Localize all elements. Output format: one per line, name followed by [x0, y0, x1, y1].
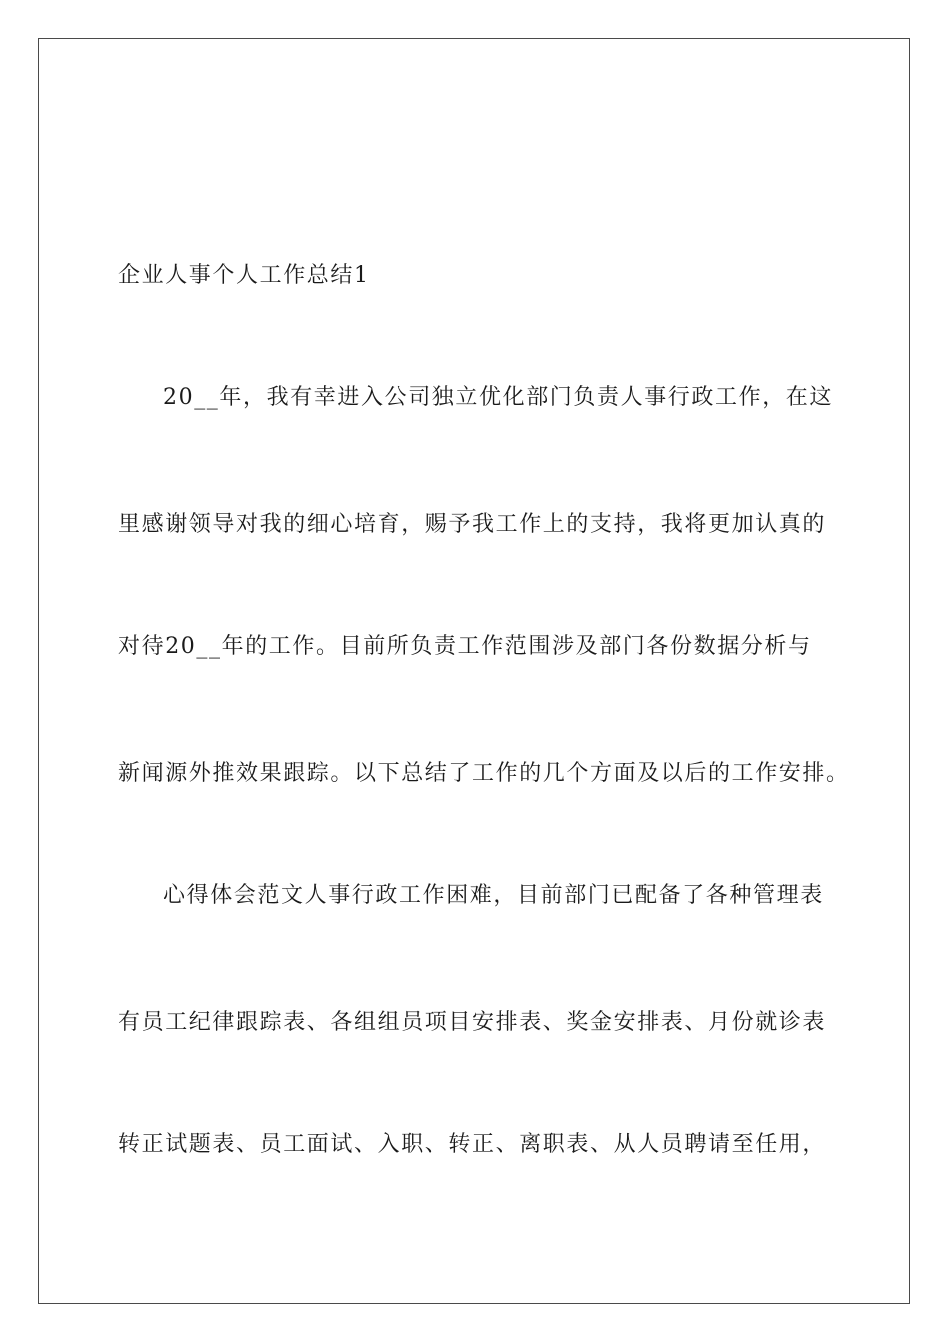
paragraph-line: 里感谢领导对我的细心培育，赐予我工作上的支持，我将更加认真的: [118, 512, 827, 537]
paragraph-line: 新闻源外推效果跟踪。以下总结了工作的几个方面及以后的工作安排。: [118, 761, 850, 786]
page-border: [38, 38, 910, 1304]
paragraph-line: 心得体会范文人事行政工作困难，目前部门已配备了各种管理表: [163, 883, 824, 908]
paragraph-line: 20__年，我有幸进入公司独立优化部门负责人事行政工作，在这: [163, 385, 833, 410]
document-title: 企业人事个人工作总结1: [118, 263, 370, 288]
paragraph-line: 有员工纪律跟踪表、各组组员项目安排表、奖金安排表、月份就诊表: [118, 1010, 827, 1035]
paragraph-line: 对待20__年的工作。目前所负责工作范围涉及部门各份数据分析与: [118, 634, 812, 659]
paragraph-line: 转正试题表、员工面试、入职、转正、离职表、从人员聘请至任用，: [118, 1132, 827, 1157]
